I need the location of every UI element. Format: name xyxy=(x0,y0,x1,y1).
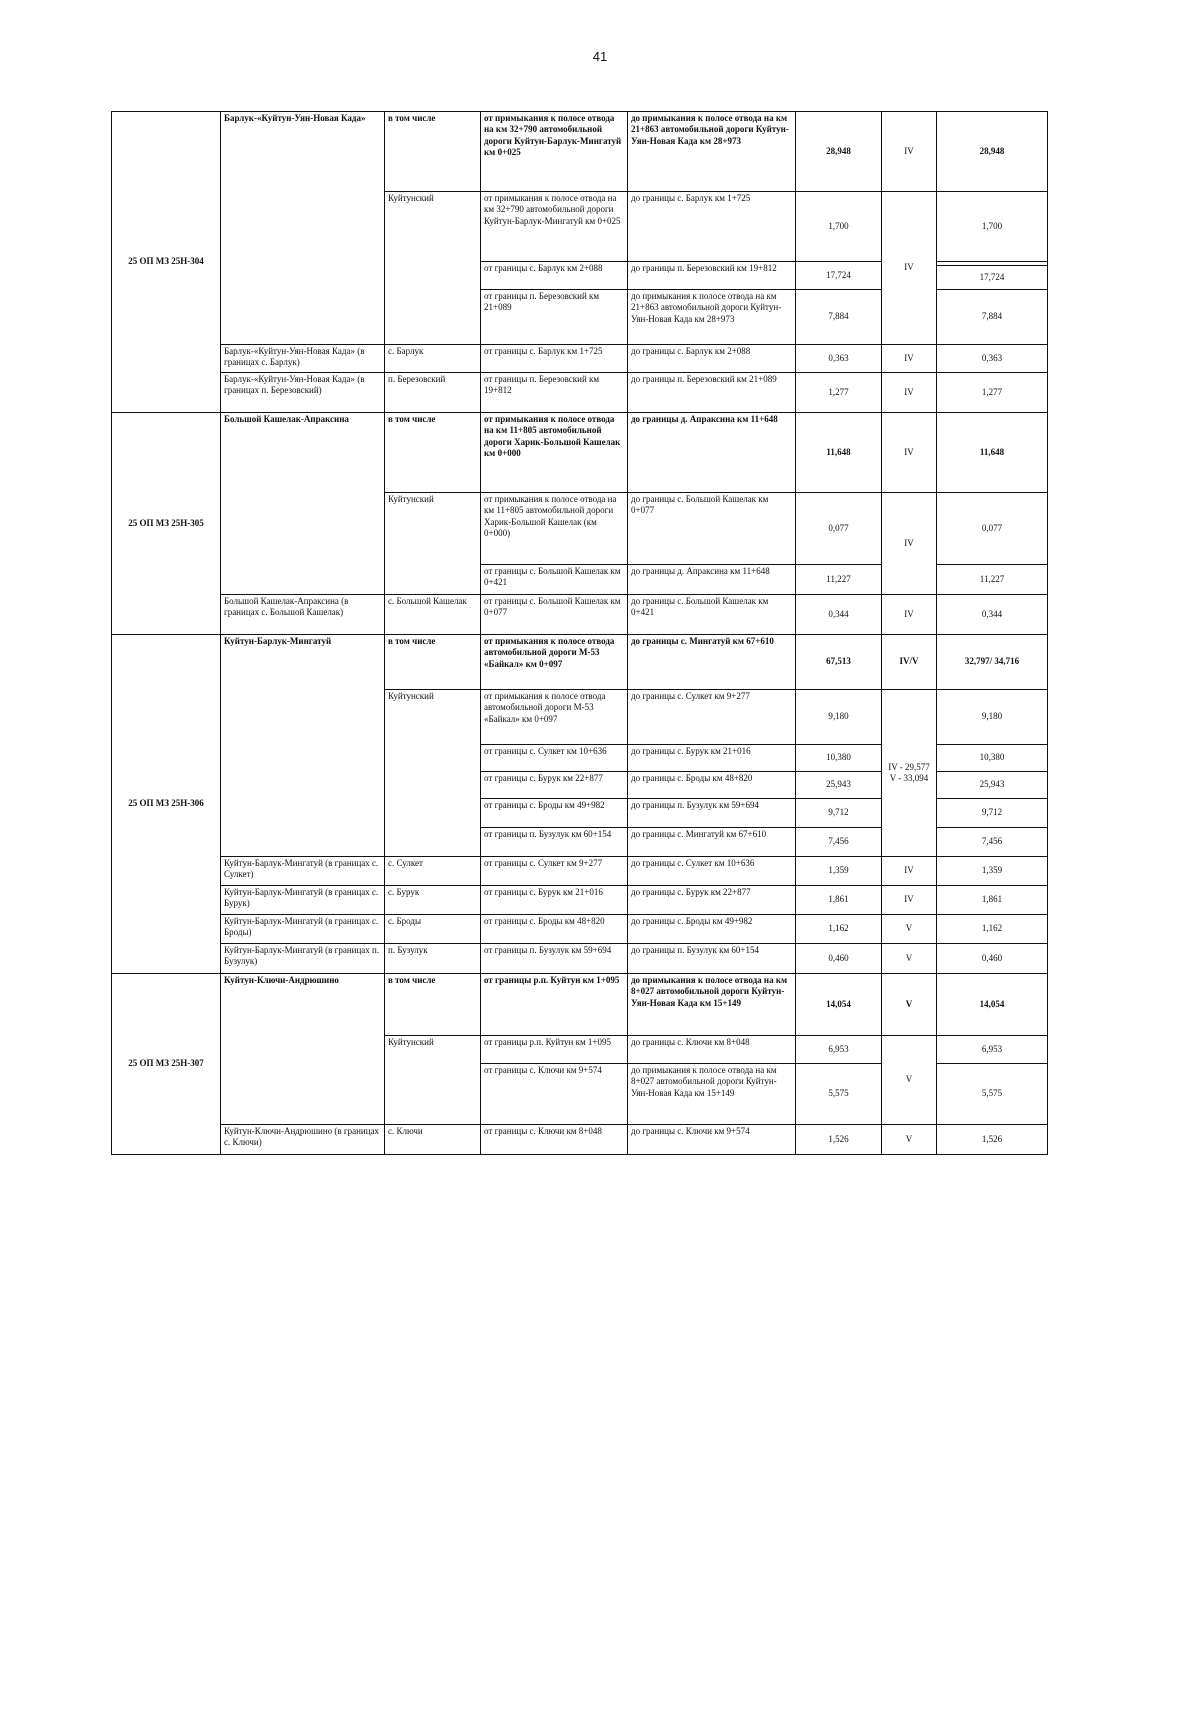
to-cell: до примыкания к полосе отвода на км 8+027 автомобильной дороги Куйтун-Уян-Новая Када км 15+149 xyxy=(628,974,796,1036)
from-cell: от границы п. Бузулук км 60+154 xyxy=(481,828,628,857)
to-cell: до границы с. Большой Кашелак км 0+421 xyxy=(628,595,796,635)
length-cell: 5,575 xyxy=(796,1064,882,1125)
length-cell: 0,363 xyxy=(796,345,882,373)
from-cell: от границы с. Броды км 48+820 xyxy=(481,915,628,944)
table-row xyxy=(112,974,1048,1036)
to-cell: до границы с. Большой Кашелак км 0+077 xyxy=(628,493,796,565)
to-cell: до границы с. Мингатуй км 67+610 xyxy=(628,635,796,690)
to-cell: до границы с. Сулкет км 10+636 xyxy=(628,857,796,886)
from-cell: от границы р.п. Куйтун км 1+095 xyxy=(481,974,628,1036)
roads-table xyxy=(111,111,1048,1155)
total-cell: 17,724 xyxy=(937,266,1048,290)
table-row xyxy=(112,944,1048,974)
road-name-cell: Куйтун-Барлук-Мингатуй (в границах с. Сулкет) xyxy=(221,857,385,886)
length-cell: 14,054 xyxy=(796,974,882,1036)
length-cell: 67,513 xyxy=(796,635,882,690)
length-cell: 10,380 xyxy=(796,745,882,772)
road-name-cell: Куйтун-Ключи-Андрюшино (в границах с. Ключи) xyxy=(221,1125,385,1155)
to-cell: до границы с. Мингатуй км 67+610 xyxy=(628,828,796,857)
length-cell: 28,948 xyxy=(796,112,882,192)
total-cell: 0,460 xyxy=(937,944,1048,974)
to-cell: до границы д. Апраксина км 11+648 xyxy=(628,413,796,493)
district-cell: с. Барлук xyxy=(385,345,481,373)
length-cell: 0,077 xyxy=(796,493,882,565)
district-cell: Куйтунский xyxy=(385,192,481,345)
total-cell: 0,363 xyxy=(937,345,1048,373)
table-row xyxy=(112,886,1048,915)
to-cell: до границы с. Барлук км 1+725 xyxy=(628,192,796,262)
table-row xyxy=(112,345,1048,373)
total-cell: 11,227 xyxy=(937,565,1048,595)
total-cell: 1,861 xyxy=(937,886,1048,915)
category-cell: IV xyxy=(882,595,937,635)
district-cell: п. Бузулук xyxy=(385,944,481,974)
total-cell: 1,700 xyxy=(937,192,1048,262)
district-cell: с. Большой Кашелак xyxy=(385,595,481,635)
total-cell: 25,943 xyxy=(937,772,1048,799)
total-cell: 7,884 xyxy=(937,290,1048,345)
road-name-cell: Куйтун-Барлук-Мингатуй xyxy=(221,635,385,857)
category-cell: V xyxy=(882,974,937,1036)
table-row xyxy=(112,112,1048,192)
district-cell: в том числе xyxy=(385,112,481,192)
road-name-cell: Барлук-«Куйтун-Уян-Новая Када» xyxy=(221,112,385,345)
length-cell: 0,460 xyxy=(796,944,882,974)
from-cell: от примыкания к полосе отвода автомобильной дороги М-53 «Байкал» км 0+097 xyxy=(481,635,628,690)
road-name-cell: Куйтун-Барлук-Мингатуй (в границах с. Броды) xyxy=(221,915,385,944)
length-cell: 9,180 xyxy=(796,690,882,745)
to-cell: до границы п. Бузулук км 59+694 xyxy=(628,799,796,828)
total-cell: 0,077 xyxy=(937,493,1048,565)
district-cell: с. Ключи xyxy=(385,1125,481,1155)
category-cell: IV xyxy=(882,857,937,886)
from-cell: от примыкания к полосе отвода автомобильной дороги М-53 «Байкал» км 0+097 xyxy=(481,690,628,745)
from-cell: от границы с. Бурук км 21+016 xyxy=(481,886,628,915)
to-cell: до границы с. Броды км 49+982 xyxy=(628,915,796,944)
district-cell: с. Сулкет xyxy=(385,857,481,886)
to-cell: до границы с. Барлук км 2+088 xyxy=(628,345,796,373)
from-cell: от границы п. Березовский км 19+812 xyxy=(481,373,628,413)
category-cell: IV xyxy=(882,886,937,915)
from-cell: от границы с. Броды км 49+982 xyxy=(481,799,628,828)
road-name-cell: Барлук-«Куйтун-Уян-Новая Када» (в границах п. Березовский) xyxy=(221,373,385,413)
length-cell: 11,227 xyxy=(796,565,882,595)
road-name-cell: Куйтун-Барлук-Мингатуй (в границах п. Бузулук) xyxy=(221,944,385,974)
page-number: 41 xyxy=(592,49,608,64)
length-cell: 0,344 xyxy=(796,595,882,635)
total-cell: 7,456 xyxy=(937,828,1048,857)
to-cell: до границы п. Березовский км 21+089 xyxy=(628,373,796,413)
category-cell: IV xyxy=(882,373,937,413)
to-cell: до границы п. Березовский км 19+812 xyxy=(628,262,796,290)
road-name-cell: Барлук-«Куйтун-Уян-Новая Када» (в границах с. Барлук) xyxy=(221,345,385,373)
road-code-cell: 25 ОП МЗ 25Н-306 xyxy=(112,635,221,974)
length-cell: 1,700 xyxy=(796,192,882,262)
length-cell: 1,359 xyxy=(796,857,882,886)
district-cell: Куйтунский xyxy=(385,1036,481,1125)
total-cell: 14,054 xyxy=(937,974,1048,1036)
to-cell: до границы д. Апраксина км 11+648 xyxy=(628,565,796,595)
category-cell: IV xyxy=(882,413,937,493)
road-code-cell: 25 ОП МЗ 25Н-305 xyxy=(112,413,221,635)
table-row xyxy=(112,373,1048,413)
length-cell: 9,712 xyxy=(796,799,882,828)
district-cell: в том числе xyxy=(385,635,481,690)
from-cell: от примыкания к полосе отвода на км 11+805 автомобильной дороги Харик-Большой Кашелак км 0+000 xyxy=(481,413,628,493)
total-cell: 1,359 xyxy=(937,857,1048,886)
to-cell: до примыкания к полосе отвода на км 21+863 автомобильной дороги Куйтун-Уян-Новая Када км 28+973 xyxy=(628,290,796,345)
district-cell: п. Березовский xyxy=(385,373,481,413)
total-cell: 0,344 xyxy=(937,595,1048,635)
road-code-cell: 25 ОП МЗ 25Н-304 xyxy=(112,112,221,413)
total-cell: 10,380 xyxy=(937,745,1048,772)
district-cell: Куйтунский xyxy=(385,690,481,857)
from-cell: от границы с. Ключи км 9+574 xyxy=(481,1064,628,1125)
table-row xyxy=(112,915,1048,944)
length-cell: 1,162 xyxy=(796,915,882,944)
from-cell: от границы с. Барлук км 2+088 xyxy=(481,262,628,290)
table-row xyxy=(112,595,1048,635)
category-cell: IV - 29,577 V - 33,094 xyxy=(882,690,937,857)
to-cell: до границы с. Ключи км 8+048 xyxy=(628,1036,796,1064)
category-cell: IV xyxy=(882,192,937,345)
length-cell: 7,456 xyxy=(796,828,882,857)
table-row xyxy=(112,635,1048,690)
to-cell: до примыкания к полосе отвода на км 21+863 автомобильной дороги Куйтун-Уян-Новая Када км 28+973 xyxy=(628,112,796,192)
length-cell: 1,277 xyxy=(796,373,882,413)
to-cell: до границы с. Сулкет км 9+277 xyxy=(628,690,796,745)
roads-table-body xyxy=(112,112,1048,1155)
total-cell: 11,648 xyxy=(937,413,1048,493)
length-cell: 25,943 xyxy=(796,772,882,799)
total-cell: 28,948 xyxy=(937,112,1048,192)
from-cell: от границы с. Барлук км 1+725 xyxy=(481,345,628,373)
length-cell: 17,724 xyxy=(796,262,882,290)
length-cell: 7,884 xyxy=(796,290,882,345)
category-cell: V xyxy=(882,1036,937,1125)
road-name-cell: Куйтун-Барлук-Мингатуй (в границах с. Бурук) xyxy=(221,886,385,915)
category-cell: V xyxy=(882,915,937,944)
to-cell: до границы п. Бузулук км 60+154 xyxy=(628,944,796,974)
category-cell: IV xyxy=(882,345,937,373)
total-cell: 1,277 xyxy=(937,373,1048,413)
category-cell: V xyxy=(882,1125,937,1155)
road-code-cell: 25 ОП МЗ 25Н-307 xyxy=(112,974,221,1155)
district-cell: в том числе xyxy=(385,413,481,493)
from-cell: от границы п. Березовский км 21+089 xyxy=(481,290,628,345)
total-cell: 1,526 xyxy=(937,1125,1048,1155)
from-cell: от границы с. Сулкет км 9+277 xyxy=(481,857,628,886)
category-cell: IV/V xyxy=(882,635,937,690)
road-name-cell: Куйтун-Ключи-Андрюшино xyxy=(221,974,385,1125)
total-cell: 9,712 xyxy=(937,799,1048,828)
category-cell: IV xyxy=(882,112,937,192)
category-cell: V xyxy=(882,944,937,974)
from-cell: от границы с. Ключи км 8+048 xyxy=(481,1125,628,1155)
table-row xyxy=(112,413,1048,493)
district-cell: в том числе xyxy=(385,974,481,1036)
district-cell: Куйтунский xyxy=(385,493,481,595)
total-cell: 5,575 xyxy=(937,1064,1048,1125)
from-cell: от границы п. Бузулук км 59+694 xyxy=(481,944,628,974)
to-cell: до границы с. Ключи км 9+574 xyxy=(628,1125,796,1155)
district-cell: с. Бурук xyxy=(385,886,481,915)
from-cell: от границы с. Бурук км 22+877 xyxy=(481,772,628,799)
total-cell: 1,162 xyxy=(937,915,1048,944)
from-cell: от примыкания к полосе отвода на км 32+790 автомобильной дороги Куйтун-Барлук-Мингатуй км 0+025 xyxy=(481,192,628,262)
district-cell: с. Броды xyxy=(385,915,481,944)
length-cell: 1,526 xyxy=(796,1125,882,1155)
road-name-cell: Большой Кашелак-Апраксина (в границах с. Большой Кашелак) xyxy=(221,595,385,635)
road-name-cell: Большой Кашелак-Апраксина xyxy=(221,413,385,595)
to-cell: до границы с. Бурук км 22+877 xyxy=(628,886,796,915)
table-row xyxy=(112,857,1048,886)
length-cell: 11,648 xyxy=(796,413,882,493)
table-row xyxy=(112,1125,1048,1155)
category-cell: IV xyxy=(882,493,937,595)
total-cell: 32,797/ 34,716 xyxy=(937,635,1048,690)
from-cell: от границы с. Сулкет км 10+636 xyxy=(481,745,628,772)
from-cell: от примыкания к полосе отвода на км 11+805 автомобильной дороги Харик-Большой Кашелак (км 0+000) xyxy=(481,493,628,565)
from-cell: от границы р.п. Куйтун км 1+095 xyxy=(481,1036,628,1064)
from-cell: от примыкания к полосе отвода на км 32+790 автомобильной дороги Куйтун-Барлук-Мингатуй км 0+025 xyxy=(481,112,628,192)
total-cell: 9,180 xyxy=(937,690,1048,745)
to-cell: до примыкания к полосе отвода на км 8+027 автомобильной дороги Куйтун-Уян-Новая Када км 15+149 xyxy=(628,1064,796,1125)
to-cell: до границы с. Бурук км 21+016 xyxy=(628,745,796,772)
length-cell: 6,953 xyxy=(796,1036,882,1064)
to-cell: до границы с. Броды км 48+820 xyxy=(628,772,796,799)
total-cell: 6,953 xyxy=(937,1036,1048,1064)
length-cell: 1,861 xyxy=(796,886,882,915)
from-cell: от границы с. Большой Кашелак км 0+421 xyxy=(481,565,628,595)
from-cell: от границы с. Большой Кашелак км 0+077 xyxy=(481,595,628,635)
